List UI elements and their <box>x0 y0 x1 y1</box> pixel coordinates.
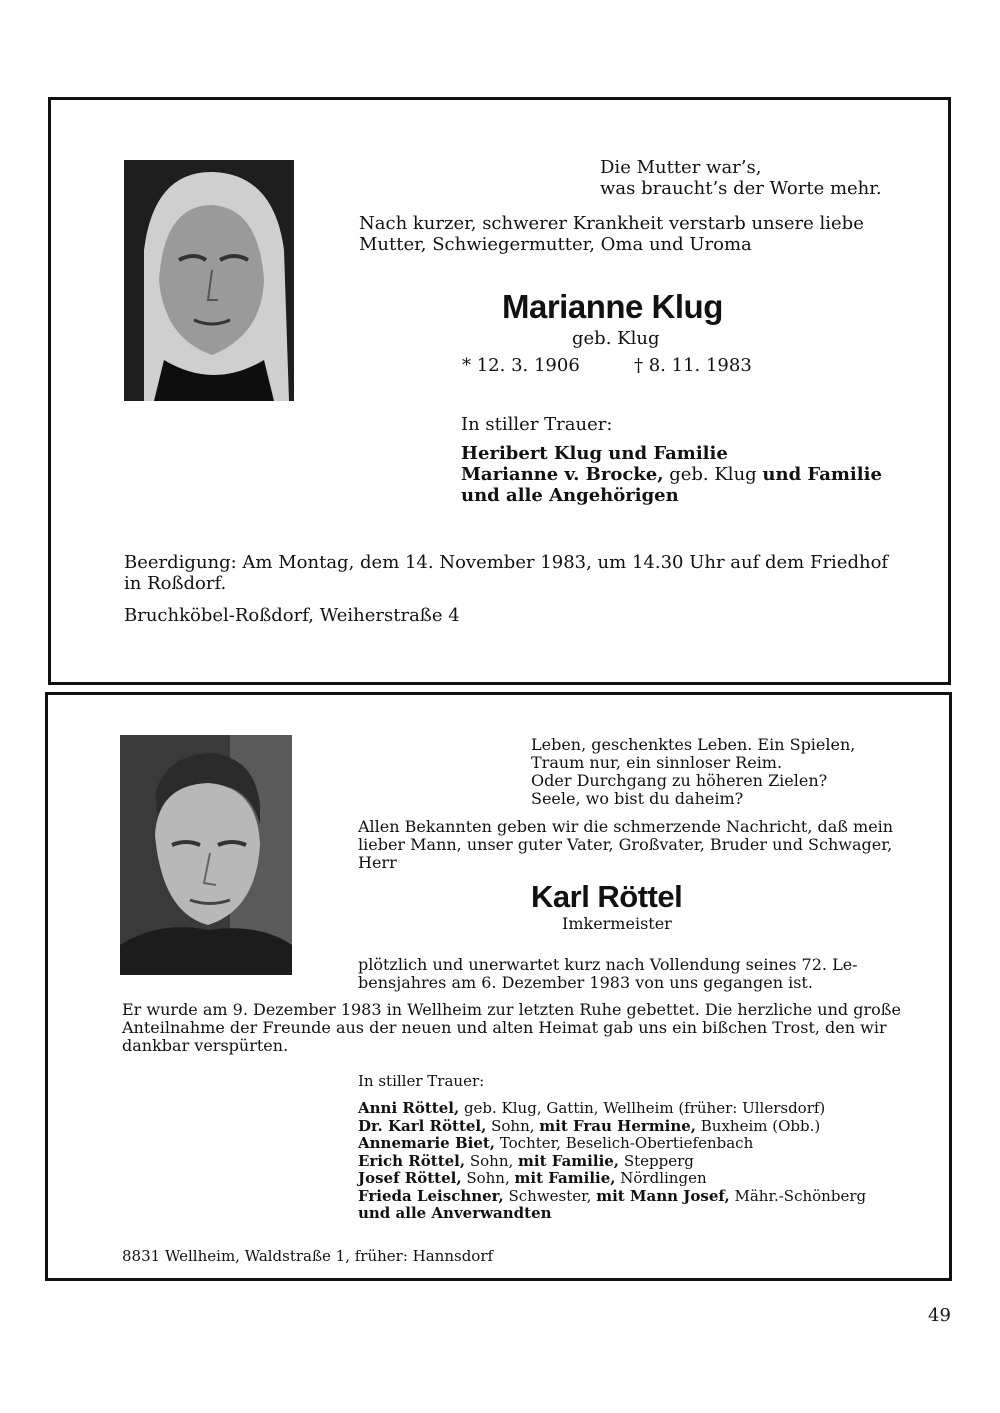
burial-text: Er wurde am 9. Dezember 1983 in Wellheim zur letzten Ruhe gebettet. Die herzliche und große Anteilnahme der Freunde aus der neuen und alten Heimat gab uns ein bißchen Trost, den wir dankbar verspürten. <box>122 1000 901 1055</box>
mourner-line: Dr. Karl Röttel, Sohn, mit Frau Hermine, Buxheim (Obb.) <box>358 1116 821 1135</box>
death-date: † 8. 11. 1983 <box>634 355 752 376</box>
mourner-line: Erich Röttel, Sohn, mit Familie, Stepperg <box>358 1151 694 1170</box>
intro-text: Allen Bekannten geben wir die schmerzende Nachricht, daß mein lieber Mann, unser guter Vater, Großvater, Bruder und Schwager, Herr <box>358 817 894 872</box>
poem: Leben, geschenktes Leben. Ein Spielen, Traum nur, ein sinnloser Reim. Oder Durchgang zu höheren Zielen? Seele, wo bist du daheim? <box>531 735 856 808</box>
maiden-name: geb. Klug <box>572 328 660 349</box>
address: Bruchköbel-Roßdorf, Weiherstraße 4 <box>124 605 460 626</box>
mourner-line: Frieda Leischner, Schwester, mit Mann Josef, Mähr.-Schönberg <box>358 1186 867 1205</box>
funeral-info: Beerdigung: Am Montag, dem 14. November 1983, um 14.30 Uhr auf dem Friedhof in Roßdorf. <box>124 552 889 594</box>
motto: Die Mutter war’s, was braucht’s der Worte mehr. <box>600 157 882 199</box>
mourning-label: In stiller Trauer: <box>358 1072 485 1090</box>
mourning-label: In stiller Trauer: <box>461 414 613 435</box>
mourners-list <box>461 443 882 506</box>
portrait-photo-marianne-klug <box>124 160 294 401</box>
mourner-line: Marianne v. Brocke, geb. Klug und Familie <box>461 464 882 485</box>
birth-date: * 12. 3. 1906 <box>462 355 580 376</box>
address: 8831 Wellheim, Waldstraße 1, früher: Hannsdorf <box>122 1247 494 1265</box>
occupation: Imkermeister <box>562 914 672 933</box>
mourner-line: Heribert Klug und Familie <box>461 443 728 464</box>
deceased-name: Marianne Klug <box>502 288 723 325</box>
portrait-photo-karl-roettel <box>120 735 292 975</box>
deceased-name: Karl Röttel <box>531 879 683 914</box>
mourner-line: Anni Röttel, geb. Klug, Gattin, Wellheim (früher: Ullersdorf) <box>358 1099 826 1117</box>
passing-text: plötzlich und unerwartet kurz nach Vollendung seines 72. Le- bensjahres am 6. Dezember 1983 von uns gegangen ist. <box>358 955 858 992</box>
mourner-line: und alle Angehörigen <box>461 485 679 506</box>
page-number: 49 <box>928 1305 951 1326</box>
mourner-line: und alle Anverwandten <box>358 1204 552 1222</box>
mourner-line: Annemarie Biet, Tochter, Beselich-Obertiefenbach <box>358 1134 754 1152</box>
mourner-line: Josef Röttel, Sohn, mit Familie, Nördlingen <box>358 1169 707 1187</box>
intro-text: Nach kurzer, schwerer Krankheit verstarb unsere liebe Mutter, Schwiegermutter, Oma und Uroma <box>359 213 864 255</box>
mourners-list <box>358 1100 866 1223</box>
